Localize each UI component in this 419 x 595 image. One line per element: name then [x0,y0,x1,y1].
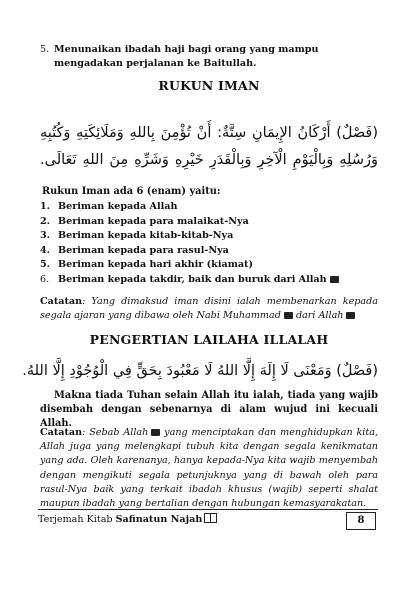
saw-glyph-icon [284,312,293,319]
note-text: dari Allah [292,310,344,322]
arabic-line-2: وَرُسُلِهِ وَبِالْيَوْمِ الْآخِرِ وَبِالْقَدَرِ خَيْرِهِ وَشَرِّهِ مِنَ اللهِ تَعَالَى. [40,152,378,168]
list-item [40,273,378,288]
list-item [40,215,378,230]
list-number: 4. [40,244,51,256]
heading-rukun-iman: RUKUN IMAN [158,78,260,93]
note-label: Catatan [40,296,83,307]
footer [38,513,217,525]
swt-glyph-icon [330,276,339,283]
note-lailaha [40,426,378,511]
list-text: Beriman kepada para malaikat-Nya [58,215,249,227]
list-number: 6. [40,273,50,285]
list-number: 3. [40,230,51,242]
note-text: yang menciptakan dan menghidupkan kita, Allah juga yang melengkapi tubuh kita dengan segala kenikmatan yang ada. Oleh karenanya, hanya kepada-Nya kita wajib menyembah dengan mengikuti segala petunjuknya yang di bawah oleh para rasul-Nya baik yang terkait ibadah khusus (wajib) seperti shalat maupun ibadah yang bertalian dengan hubungan kemasyarakatan. [40,427,378,510]
note-text: : Sebab Allah [82,427,149,438]
list-text: Beriman kepada Allah [58,201,178,212]
list-number: 5. [40,44,50,55]
list-text: Beriman kepada hari akhir (kiamat) [58,259,254,271]
footer-book-title: Safinatun Najah [115,514,203,525]
rukun-iman-list [40,200,378,288]
list-item [40,258,378,273]
note-rukun-iman [40,295,378,323]
swt-glyph-icon [151,429,160,436]
list-number: 5. [40,259,51,271]
rukun-iman-intro: Rukun Iman ada 6 (enam) yaitu: [42,186,221,197]
arabic-rukun-iman [40,120,378,174]
note-text: : Yang dimaksud iman disini ialah membenarkan kepada segala ajaran yang dibawa oleh Nabi Muhammad [40,296,378,322]
list-item [40,200,378,215]
list-item [40,229,378,244]
heading-lailaha: PENGERTIAN LAILAHA ILLALAH [89,332,329,347]
page-number: 8 [346,512,376,530]
arabic-line-1: (فَصْلٌ) أَرْكَانُ الإِيمَانِ سِتَّةٌ: أَنْ تُؤْمِنَ بِاللهِ وَمَلَائِكَتِهِ وَكُتُبِهِ [40,125,378,141]
list-item-5 [40,43,378,71]
footer-divider [38,509,378,510]
list-text: Beriman kepada takdir, baik dan buruk dari Allah [58,273,327,285]
list-text: Menunaikan ibadah haji bagi orang yang mampu mengadakan perjalanan ke Baitullah. [54,44,319,69]
list-item [40,244,378,259]
swt-glyph-icon [346,312,355,319]
lailaha-paragraph: Makna tiada Tuhan selain Allah itu ialah, tiada yang wajib disembah dengan sebenarnya di alam wujud ini kecuali Allah. [40,390,378,430]
list-number: 2. [40,215,51,227]
list-number: 1. [40,201,51,212]
arabic-lailaha: (فَصْلٌ) وَمَعْنَى لَا إِلَهَ إِلَّا اللهُ لَا مَعْبُودَ بِحَقٍّ فِي الْوُجُوْدِ إِلَّا اللهُ. [22,363,378,379]
footer-prefix: Terjemah Kitab [38,514,116,525]
list-text: Beriman kepada para rasul-Nya [58,244,229,256]
note-label: Catatan [40,427,83,438]
book-icon [204,513,217,523]
list-text: Beriman kepada kitab-kitab-Nya [58,230,234,242]
